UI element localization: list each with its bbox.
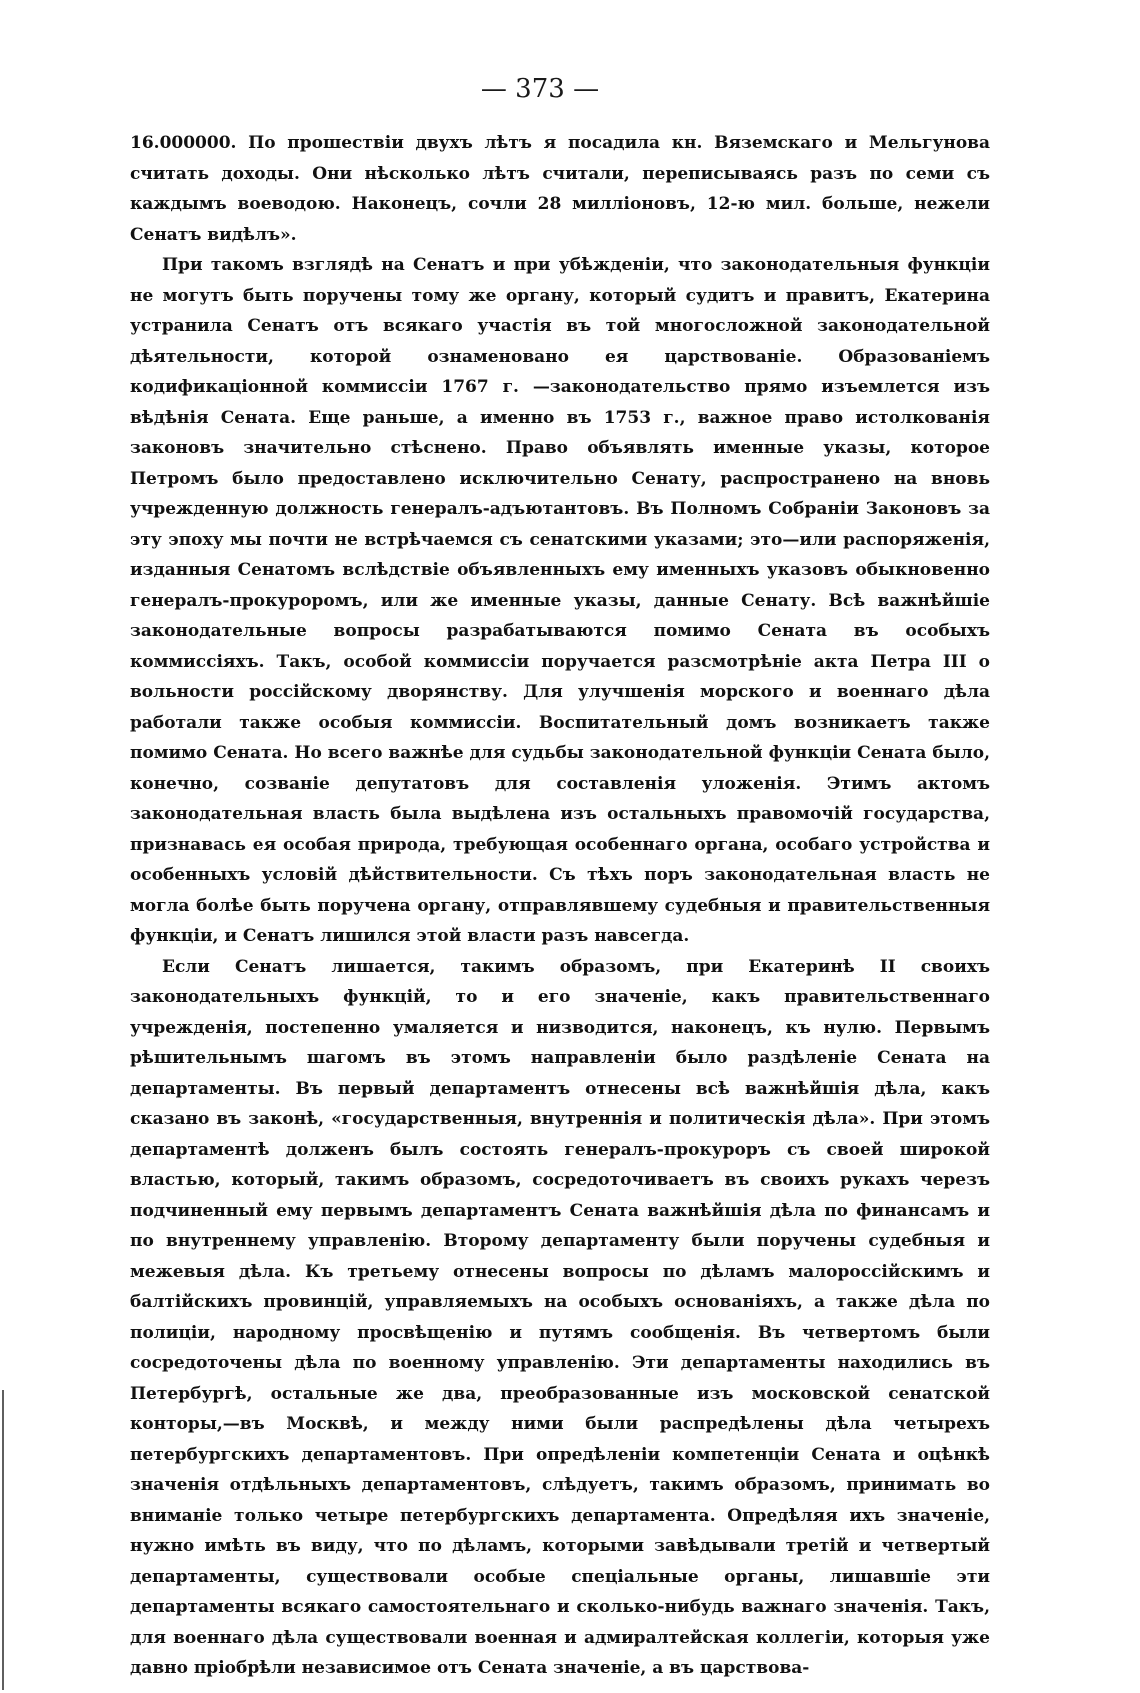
page-text xyxy=(130,128,990,1684)
page-edge-mark xyxy=(2,1390,4,1690)
page-number: — 373 — xyxy=(480,74,600,104)
paragraph-1: 16.000000. По прошествіи двухъ лѣтъ я посадила кн. Вяземскаго и Мельгунова считать доходы. Они нѣсколько лѣтъ считали, переписываясь разъ по семи съ каждымъ воеводою. Наконецъ, сочли 28 милліоновъ, 12-ю мил. больше, нежели Сенатъ видѣлъ». xyxy=(130,133,990,245)
paragraph-3: Если Сенатъ лишается, такимъ образомъ, при Екатеринѣ II своихъ законодательныхъ функцій, то и его значеніе, какъ правительственнаго учрежденія, постепенно умаляется и низводится, наконецъ, къ нулю. Первымъ рѣшительнымъ шагомъ въ этомъ направленіи было раздѣленіе Сената на департаменты. Въ первый департаментъ отнесены всѣ важнѣйшія дѣла, какъ сказано въ законѣ, «государственныя, внутреннія и политическія дѣла». При этомъ департаментѣ долженъ былъ состоять генералъ-прокуроръ съ своей широкой властью, который, такимъ образомъ, сосредоточиваетъ въ своихъ рукахъ черезъ подчиненный ему первымъ департаментъ Сената важнѣйшія дѣла по финансамъ и по внутреннему управленію. Второму департаменту были поручены судебныя и межевыя дѣла. Къ третьему отнесены вопросы по дѣламъ малороссійскимъ и балтійскихъ провинцій, управляемыхъ на особыхъ основаніяхъ, а также дѣла по полиціи, народному просвѣщенію и путямъ сообщенія. Въ четвертомъ были сосредоточены дѣла по военному управленію. Эти департаменты находились въ Петербургѣ, остальные же два, преобразованные изъ московской сенатской конторы,—въ Москвѣ, и между ними были распредѣлены дѣла четырехъ петербургскихъ департаментовъ. При опредѣленіи компетенціи Сената и оцѣнкѣ значенія отдѣльныхъ департаментовъ, слѣдуетъ, такимъ образомъ, принимать во вниманіе только четыре петербургскихъ департамента. Опредѣляя ихъ значеніе, нужно имѣть въ виду, что по дѣламъ, которыми завѣдывали третій и четвертый департаменты, существовали особые спеціальные органы, лишавшіе эти департаменты всякаго самостоятельнаго и сколько-нибудь важнаго значенія. Такъ, для военнаго дѣла существовали военная и адмиралтейская коллегіи, которыя уже давно пріобрѣли независимое отъ Сената значеніе, а въ царствова- xyxy=(130,956,990,1678)
paragraph-2: При такомъ взглядѣ на Сенатъ и при убѣжденіи, что законодательныя функціи не могутъ быть поручены тому же органу, который судитъ и правитъ, Екатерина устранила Сенатъ отъ всякаго участія въ той многосложной законодательной дѣятельности, которой ознаменовано ея царствованіе. Образованіемъ кодификаціонной коммиссіи 1767 г. —законодательство прямо изъемлется изъ вѣдѣнія Сената. Еще раньше, а именно въ 1753 г., важное право истолкованія законовъ значительно стѣснено. Право объявлять именные указы, которое Петромъ было предоставлено исключительно Сенату, распространено на вновь учрежденную должность генералъ-адъютантовъ. Въ Полномъ Собраніи Законовъ за эту эпоху мы почти не встрѣчаемся съ сенатскими указами; это—или распоряженія, изданныя Сенатомъ вслѣдствіе объявленныхъ ему именныхъ указовъ обыкновенно генералъ-прокуроромъ, или же именные указы, данные Сенату. Всѣ важнѣйшіе законодательные вопросы разрабатываются помимо Сената въ особыхъ коммиссіяхъ. Такъ, особой коммиссіи поручается разсмотрѣніе акта Петра III о вольности россійскому дворянству. Для улучшенія морского и военнаго дѣла работали также особыя коммиссіи. Воспитательный домъ возникаетъ также помимо Сената. Но всего важнѣе для судьбы законодательной функціи Сената было, конечно, созваніе депутатовъ для составленія уложенія. Этимъ актомъ законодательная власть была выдѣлена изъ остальныхъ правомочій государства, признавась ея особая природа, требующая особеннаго органа, особаго устройства и особенныхъ условій дѣйствительности. Съ тѣхъ поръ законодательная власть не могла болѣе быть поручена органу, отправлявшему судебныя и правительственныя функціи, и Сенатъ лишился этой власти разъ навсегда. xyxy=(130,255,990,946)
